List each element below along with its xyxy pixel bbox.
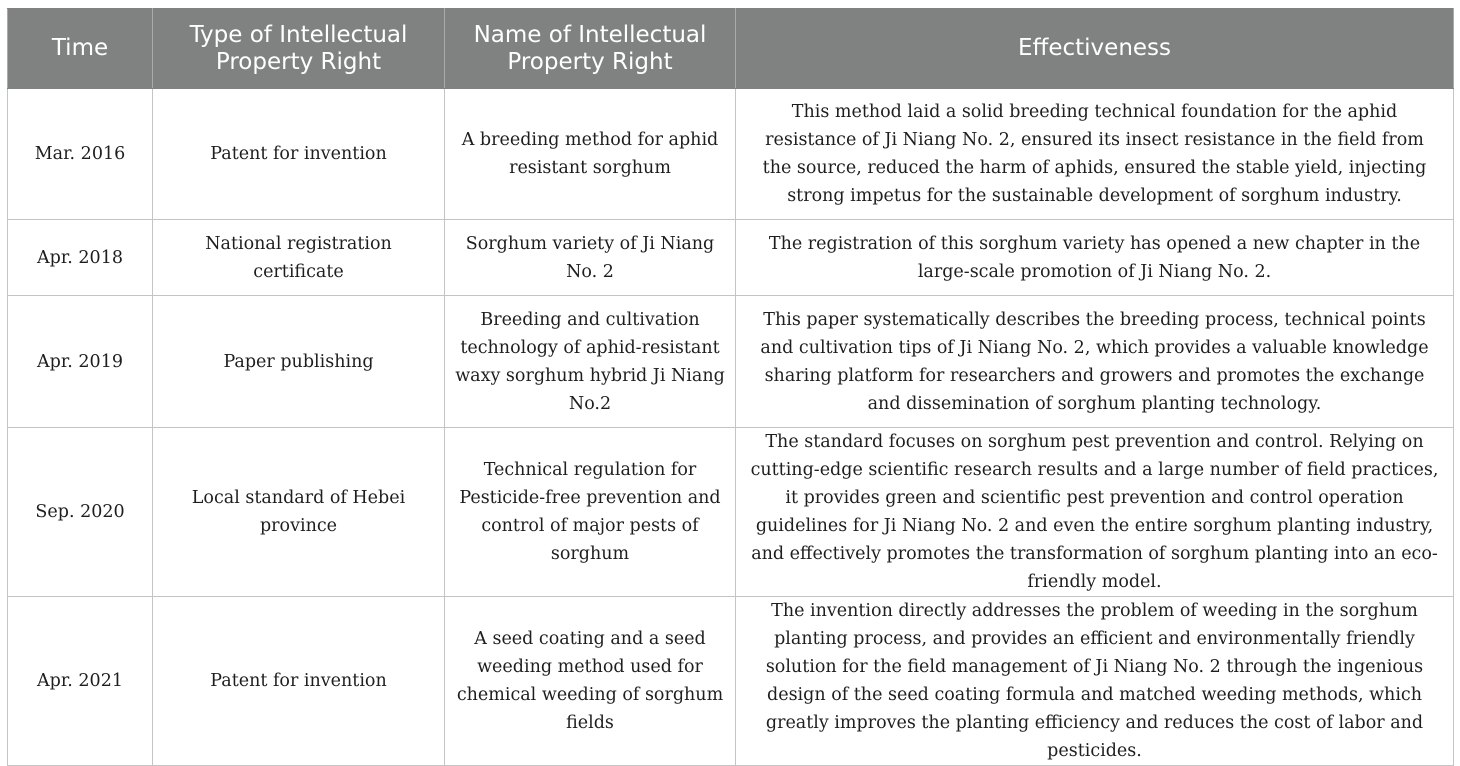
cell-time: Apr. 2018 — [8, 220, 153, 296]
cell-time: Mar. 2016 — [8, 89, 153, 220]
cell-time: Sep. 2020 — [8, 428, 153, 597]
cell-name: Sorghum variety of Ji Niang No. 2 — [445, 220, 736, 296]
header-effectiveness: Effectiveness — [736, 9, 1454, 89]
table-row — [8, 296, 1454, 428]
cell-effectiveness: This paper systematically describes the breeding process, technical points and cultivation tips of Ji Niang No. 2, which provides a valuable knowledge sharing platform for researchers and growers and promotes the exchange and dissemination of sorghum planting technology. — [736, 296, 1454, 428]
table-body — [8, 89, 1454, 766]
cell-effectiveness: The registration of this sorghum variety has opened a new chapter in the large-scale promotion of Ji Niang No. 2. — [736, 220, 1454, 296]
cell-effectiveness: This method laid a solid breeding technical foundation for the aphid resistance of Ji Niang No. 2, ensured its insect resistance in the field from the source, reduced the harm of aphids, ensured the stable yield, injecting strong impetus for the sustainable development of sorghum industry. — [736, 89, 1454, 220]
cell-time: Apr. 2019 — [8, 296, 153, 428]
header-row — [8, 9, 1454, 89]
cell-time: Apr. 2021 — [8, 597, 153, 766]
table-row — [8, 89, 1454, 220]
intellectual-property-table — [7, 8, 1454, 766]
cell-effectiveness: The invention directly addresses the problem of weeding in the sorghum planting process, and provides an efficient and environmentally friendly solution for the field management of Ji Niang No. 2 through the ingenious design of the seed coating formula and matched weeding methods, which greatly improves the planting efficiency and reduces the cost of labor and pesticides. — [736, 597, 1454, 766]
table-row — [8, 220, 1454, 296]
cell-type: Local standard of Hebei province — [153, 428, 445, 597]
header-name: Name of Intellectual Property Right — [445, 9, 736, 89]
cell-name: Breeding and cultivation technology of aphid-resistant waxy sorghum hybrid Ji Niang No.2 — [445, 296, 736, 428]
cell-name: A breeding method for aphid resistant sorghum — [445, 89, 736, 220]
cell-name: A seed coating and a seed weeding method used for chemical weeding of sorghum fields — [445, 597, 736, 766]
cell-type: Patent for invention — [153, 89, 445, 220]
table-row — [8, 597, 1454, 766]
cell-effectiveness: The standard focuses on sorghum pest prevention and control. Relying on cutting-edge scientific research results and a large number of field practices, it provides green and scientific pest prevention and control operation guidelines for Ji Niang No. 2 and even the entire sorghum planting industry, and effectively promotes the transformation of sorghum planting into an eco-friendly model. — [736, 428, 1454, 597]
header-type: Type of Intellectual Property Right — [153, 9, 445, 89]
cell-name: Technical regulation for Pesticide-free prevention and control of major pests of sorghum — [445, 428, 736, 597]
table-header — [8, 9, 1454, 89]
cell-type: National registration certificate — [153, 220, 445, 296]
cell-type: Paper publishing — [153, 296, 445, 428]
table-row — [8, 428, 1454, 597]
header-time: Time — [8, 9, 153, 89]
cell-type: Patent for invention — [153, 597, 445, 766]
